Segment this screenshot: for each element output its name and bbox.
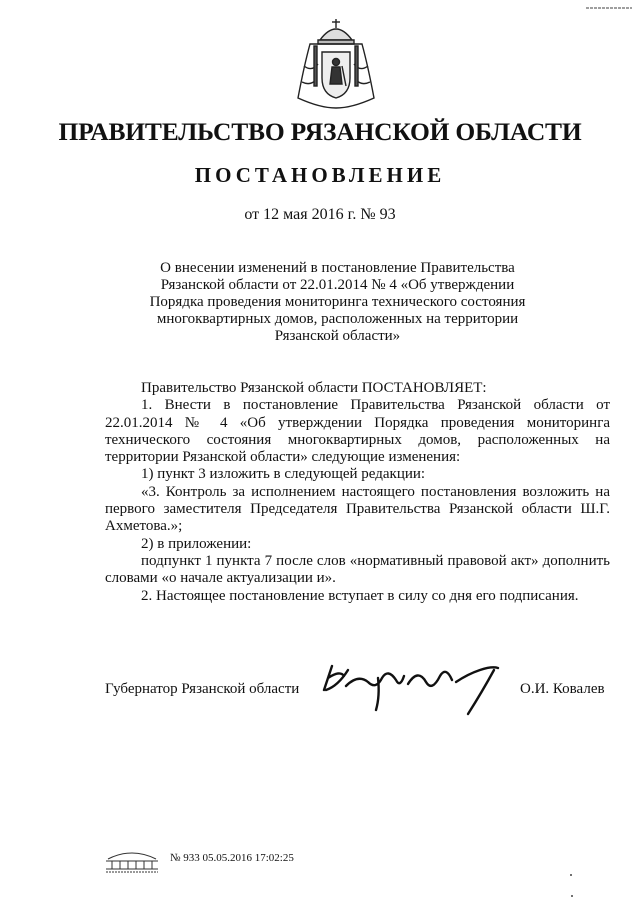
body-paragraph: 1) пункт 3 изложить в следующей редакции: [141,466,426,483]
body-paragraph: 1. Внести в постановление Правительства Рязанской области от 22.01.2014 № 4 «Об утверждении Порядка проведения мониторинга технического состояния многоквартирных домов, расположенных на территории Рязанской области» следующие изменения: [105,397,610,466]
registry-stamp-icon [102,847,162,873]
handwritten-signature [318,656,503,718]
subject-line: Порядка проведения мониторинга технического состояния [149,294,526,310]
subject-line: Рязанской области» [274,328,401,344]
scan-speck [568,872,576,900]
document-subject [140,260,535,345]
body-paragraph: 2) в приложении: [141,535,252,552]
body-paragraph: Правительство Рязанской области ПОСТАНОВЛЯЕТ: [141,380,487,396]
document-body [105,380,610,605]
scan-mark [586,6,632,10]
signatory-position: Губернатор Рязанской области [105,681,300,697]
organization-title: ПРАВИТЕЛЬСТВО РЯЗАНСКОЙ ОБЛАСТИ [58,117,582,146]
body-paragraph: 2. Настоящее постановление вступает в силу со дня его подписания. [141,587,579,604]
subject-line: Рязанской области от 22.01.2014 № 4 «Об утверждении [160,277,515,293]
coat-of-arms-icon [290,16,382,112]
subject-line: О внесении изменений в постановление Правительства [160,260,515,276]
registry-number: № 933 05.05.2016 17:02:25 [170,852,294,864]
document-date-number: от 12 мая 2016 г. № 93 [244,206,396,223]
document-type: ПОСТАНОВЛЕНИЕ [194,163,446,187]
body-paragraph: подпункт 1 пункта 7 после слов «нормативный правовой акт» дополнить словами «о начале актуализации и». [105,552,610,587]
subject-line: многоквартирных домов, расположенных на территории [156,311,519,327]
body-paragraph: «3. Контроль за исполнением настоящего постановления возложить на первого заместителя Председателя Правительства Рязанской области Ш.Г. Ахметова.»; [105,483,610,535]
signatory-name: О.И. Ковалев [520,681,605,697]
